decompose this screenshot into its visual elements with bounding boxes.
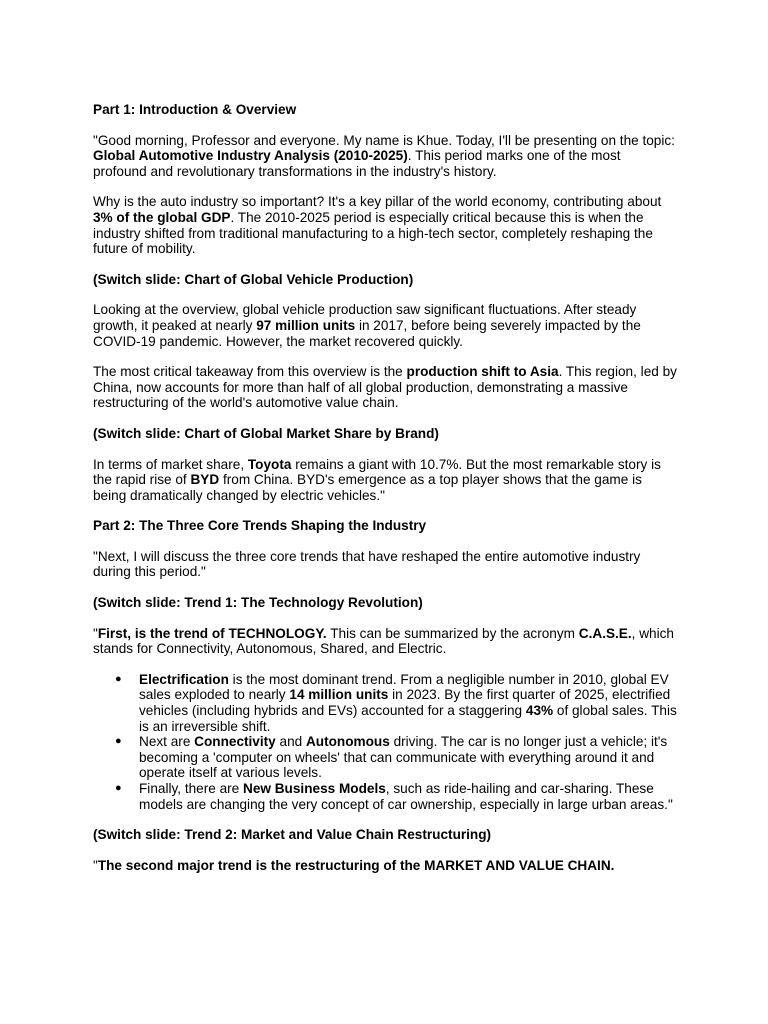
text-run: is the most dominant trend. From a negligible number in 2010, global EV sales exploded to nearly xyxy=(139,671,669,703)
text-run: This can be summarized by the acronym xyxy=(326,625,579,641)
market-share-paragraph xyxy=(93,457,678,504)
text-run: The most critical takeaway from this overview is the xyxy=(93,364,407,380)
bullet-business-models xyxy=(139,781,678,812)
bold-text: First, is the trend of TECHNOLOGY. xyxy=(97,625,327,641)
slide-note-restructuring: (Switch slide: Trend 2: Market and Value Chain Restructuring) xyxy=(93,827,492,843)
bold-text: Global Automotive Industry Analysis (2010-2025) xyxy=(93,148,408,164)
bold-text: 14 million units xyxy=(289,687,389,703)
bullet-electrification xyxy=(139,672,678,734)
text-run: in 2023. By the first quarter of 2025, electrified vehicles (including hybrids and EVs) accounted for a staggering xyxy=(139,687,671,719)
bold-text: BYD xyxy=(190,472,220,488)
part1-heading: Part 1: Introduction & Overview xyxy=(93,102,297,117)
bold-text: production shift to Asia xyxy=(406,364,559,380)
text-run: of global sales. This is an irreversible shift. xyxy=(139,703,677,734)
trends-intro-paragraph xyxy=(93,549,678,580)
part2-heading: Part 2: The Three Core Trends Shaping the Industry xyxy=(93,518,427,534)
bold-text: Electrification xyxy=(139,671,229,687)
bold-text: Autonomous xyxy=(305,734,390,750)
bold-text: New Business Models xyxy=(243,781,386,796)
text-run: in 2017, before being severely impacted by the COVID-19 pandemic. However, the market recovered quickly. xyxy=(93,317,641,349)
text-run: , such as ride-hailing and car-sharing. These models are changing the very concept of car ownership, especially in large urban areas." xyxy=(139,781,673,812)
text-run: . The 2010-2025 period is especially critical because this is when the industry shifted from traditional manufacturing to a high-tech sector, completely reshaping the future of mobility. xyxy=(93,209,653,257)
text-run: "Next, I will discuss the three core trends that have reshaped the entire automotive industry during this period." xyxy=(93,548,641,580)
technology-bullet-list xyxy=(93,672,678,812)
text-run: and xyxy=(275,734,306,750)
text-run: driving. The car is no longer just a vehicle; it's becoming a 'computer on wheels' that can communicate with everything around it and operate itself at various levels. xyxy=(139,734,668,781)
text-run: . This region, led by China, now accounts for more than half of all global production, demonstrating a massive restructuring of the world's automotive value chain. xyxy=(93,364,677,411)
slide-note-technology: (Switch slide: Trend 1: The Technology Revolution) xyxy=(93,595,423,611)
text-run: remains a giant with 10.7%. But the most remarkable story is the rapid rise of xyxy=(93,456,661,488)
slide-note-market-share: (Switch slide: Chart of Global Market Share by Brand) xyxy=(93,425,439,441)
text-run: " xyxy=(93,857,98,873)
asia-shift-paragraph xyxy=(93,364,678,411)
text-run: , which stands for Connectivity, Autonomous, Shared, and Electric. xyxy=(93,625,674,657)
text-run: Why is the auto industry so important? It's a key pillar of the world economy, contributing about xyxy=(93,194,662,210)
bold-text: 3% of the global GDP xyxy=(93,209,231,225)
text-run: Looking at the overview, global vehicle production saw significant fluctuations. After steady growth, it peaked at nearly xyxy=(93,302,637,333)
bold-text: 43% xyxy=(525,703,554,719)
slide-note-production: (Switch slide: Chart of Global Vehicle Production) xyxy=(93,271,414,287)
text-run: "Good morning, Professor and everyone. My name is Khue. Today, I'll be presenting on the topic: xyxy=(93,132,675,148)
restructuring-paragraph xyxy=(93,858,678,874)
bold-text: Toyota xyxy=(247,456,292,472)
technology-paragraph xyxy=(93,626,678,657)
text-run: Finally, there are xyxy=(139,781,244,796)
bold-text: Connectivity xyxy=(194,734,276,750)
text-run: from China. BYD's emergence as a top player shows that the game is being dramatically changed by electric vehicles." xyxy=(93,472,642,503)
text-run: " xyxy=(93,625,98,641)
bold-text: 97 million units xyxy=(256,317,356,333)
bullet-connectivity xyxy=(139,734,678,781)
importance-paragraph xyxy=(93,194,678,256)
production-paragraph xyxy=(93,302,678,349)
bold-text: The second major trend is the restructuring of the MARKET AND VALUE CHAIN. xyxy=(97,857,615,873)
bold-text: C.A.S.E. xyxy=(578,625,632,641)
text-run: . This period marks one of the most profound and revolutionary transformations in the industry's history. xyxy=(93,148,621,179)
intro-paragraph xyxy=(93,133,678,180)
text-run: In terms of market share, xyxy=(93,456,248,472)
text-run: Next are xyxy=(139,734,195,750)
